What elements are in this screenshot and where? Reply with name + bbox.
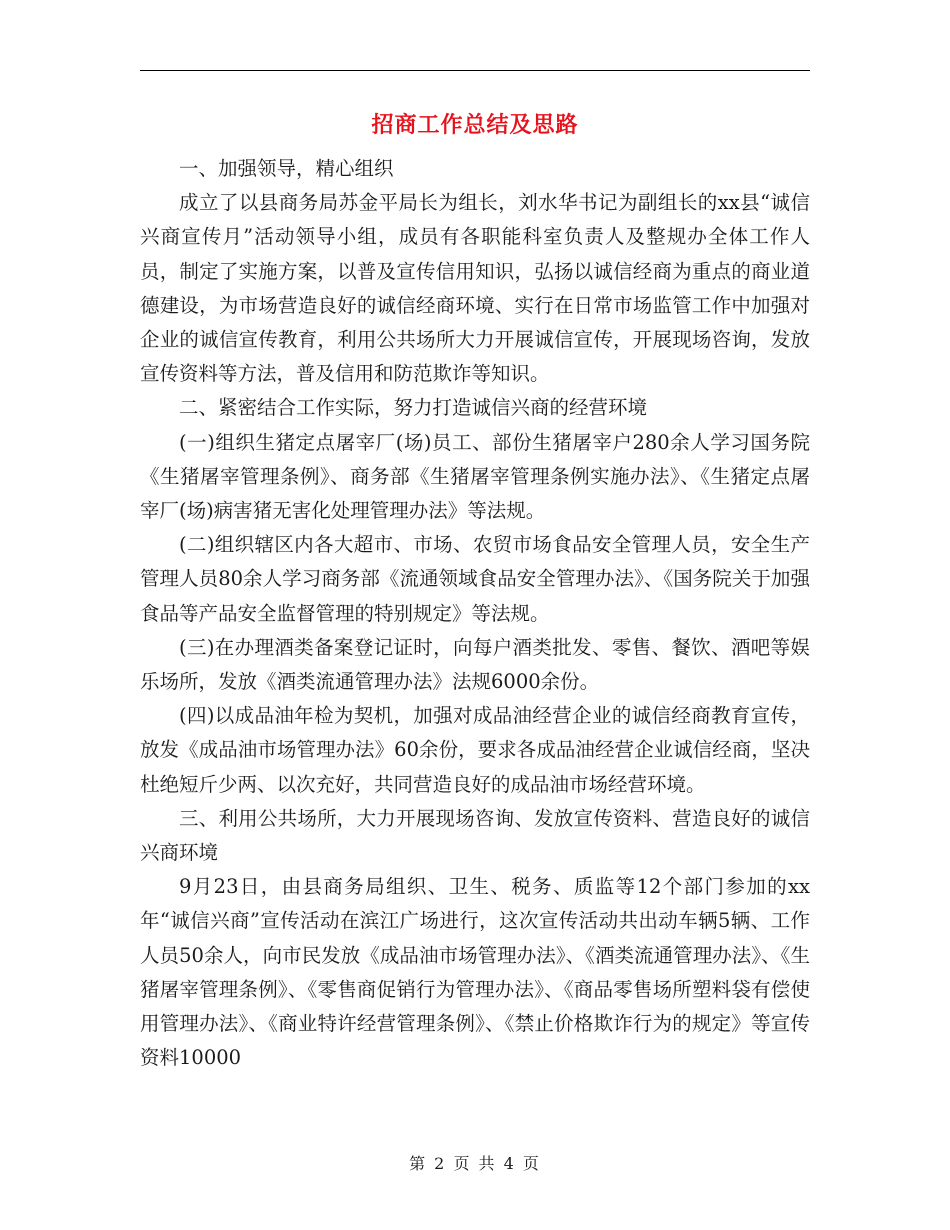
paragraph-organization: 成立了以县商务局苏金平局长为组长，刘水华书记为副组长的xx县“诚信兴商宣传月”活动领导小组，成员有各职能科室负责人及整规办全体工作人员，制定了实施方案，以普及宣传信用知识，弘扬以诚信经商为重点的商业道德建设，为市场营造良好的诚信经商环境、实行在日常市场监管工作中加强对企业的诚信宣传教育，利用公共场所大力开展诚信宣传，开展现场咨询，发放宣传资料等方法，普及信用和防范欺诈等知识。 (140, 191, 810, 386)
paragraph-item-3: (三)在办理酒类备案登记证时，向每户酒类批发、零售、餐饮、酒吧等娱乐场所，发放《酒类流通管理办法》法规6000余份。 (140, 635, 810, 694)
header-rule (140, 70, 810, 71)
paragraph-item-2: (二)组织辖区内各大超市、市场、农贸市场食品安全管理人员，安全生产管理人员80余人学习商务部《流通领域食品安全管理办法》、《国务院关于加强食品等产品安全监督管理的特别规定》等法规。 (140, 533, 810, 625)
section-heading-1: 一、加强领导，精心组织 (179, 157, 394, 180)
document-body (140, 152, 810, 1075)
paragraph-item-1: (一)组织生猪定点屠宰厂(场)员工、部份生猪屠宰户280余人学习国务院《生猪屠宰管理条例》、商务部《生猪屠宰管理条例实施办法》、《生猪定点屠宰厂(场)病害猪无害化处理管理办法》等法规。 (140, 430, 810, 523)
paragraph-event: 9月23日，由县商务局组织、卫生、税务、质监等12个部门参加的xx年“诚信兴商”宣传活动在滨江广场进行，这次宣传活动共出动车辆5辆、工作人员50余人，向市民发放《成品油市场管理办法》、《酒类流通管理办法》、《生猪屠宰管理条例》、《零售商促销行为管理办法》、《商品零售场所塑料袋有偿使用管理办法》、《商业特许经营管理条例》、《禁止价格欺诈行为的规定》等宣传资料10000 (140, 875, 810, 1070)
page-number: 第 2 页 共 4 页 (409, 1154, 541, 1173)
document-title: 招商工作总结及思路 (371, 112, 579, 138)
section-heading-2: 二、紧密结合工作实际，努力打造诚信兴商的经营环境 (179, 396, 648, 420)
section-heading-3: 三、利用公共场所，大力开展现场咨询、发放宣传资料、营造良好的诚信兴商环境 (140, 806, 810, 865)
paragraph-item-4: (四)以成品油年检为契机，加强对成品油经营企业的诚信经商教育宣传，放发《成品油市场管理办法》60余份，要求各成品油经营企业诚信经商，坚决杜绝短斤少两、以次充好，共同营造良好的成品油市场经营环境。 (140, 704, 810, 796)
